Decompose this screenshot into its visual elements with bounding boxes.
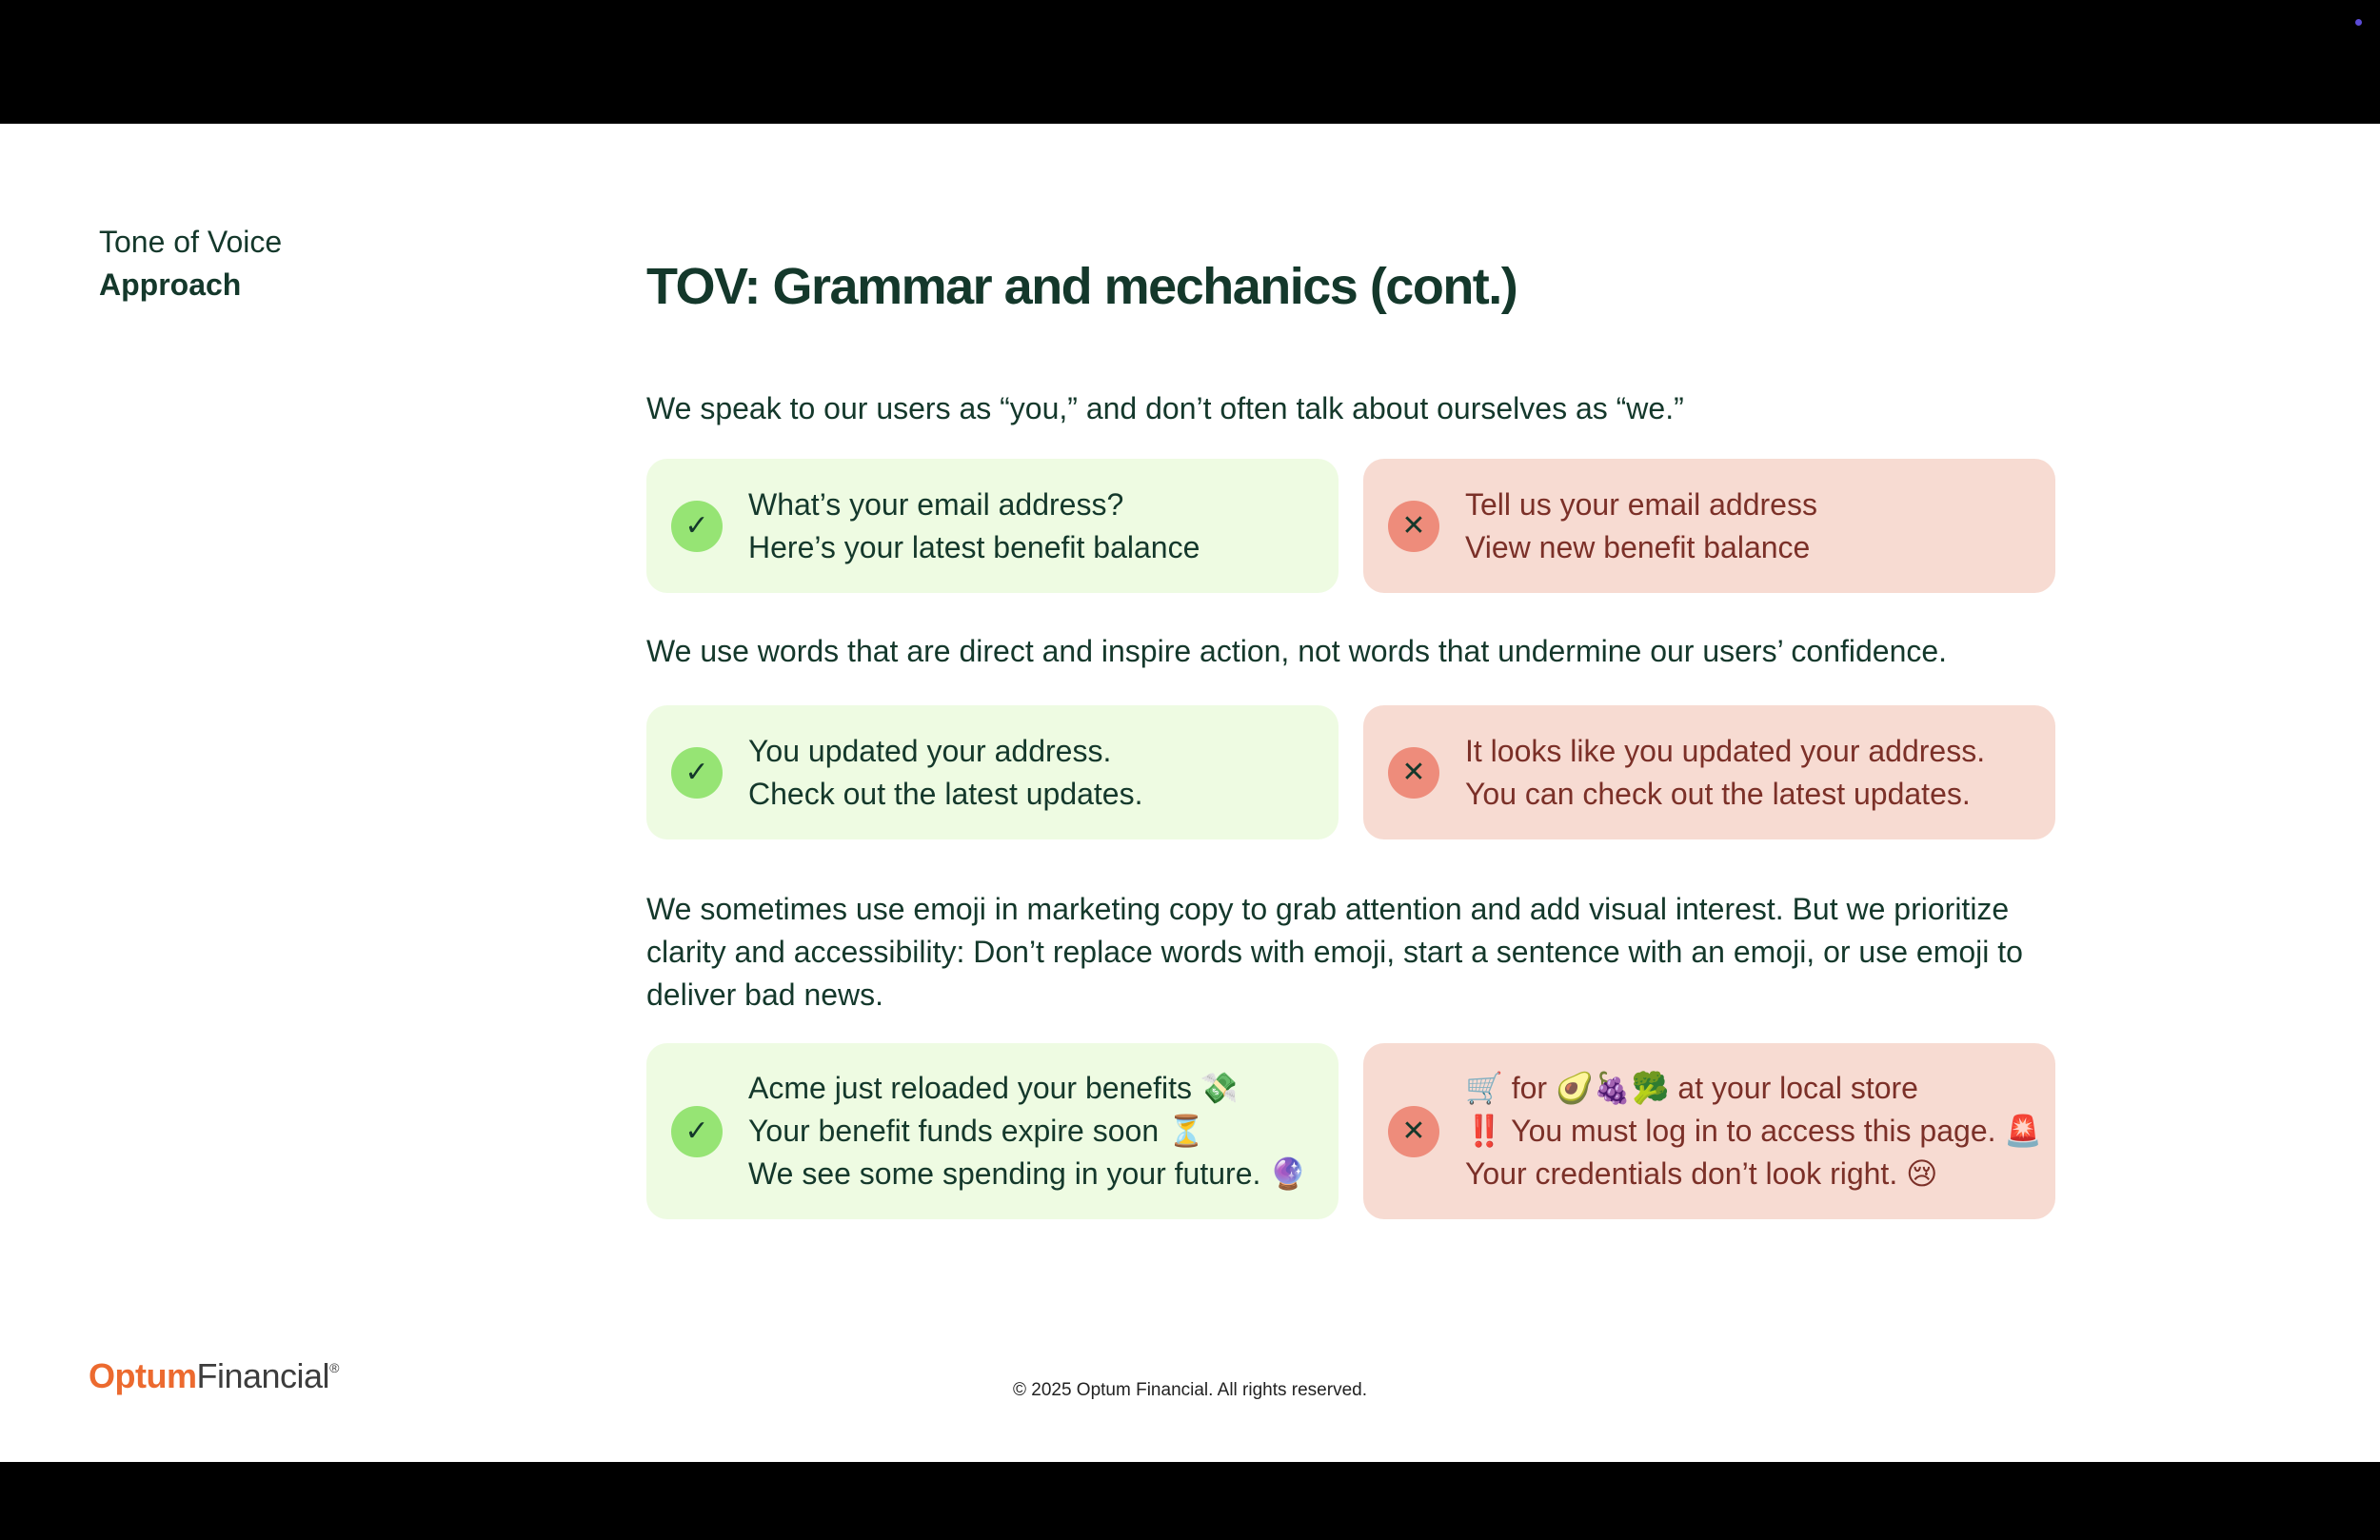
do-example-card xyxy=(646,705,1339,839)
dont-example-text xyxy=(1465,730,1985,816)
dont-example-text xyxy=(1465,1067,2042,1195)
page-title: TOV: Grammar and mechanics (cont.) xyxy=(646,258,1517,315)
example-line: Tell us your email address xyxy=(1465,486,1817,522)
bottom-letterbox xyxy=(0,1462,2380,1540)
x-icon: ✕ xyxy=(1388,1106,1439,1157)
example-line: Acme just reloaded your benefits 💸 xyxy=(748,1071,1239,1105)
example-line: What’s your email address? xyxy=(748,486,1124,522)
check-icon: ✓ xyxy=(671,747,723,799)
example-line: We see some spending in your future. 🔮 xyxy=(748,1156,1308,1191)
dont-example-text xyxy=(1465,484,1817,569)
do-example-card xyxy=(646,1043,1339,1219)
example-line: Check out the latest updates. xyxy=(748,776,1143,811)
check-icon: ✓ xyxy=(671,1106,723,1157)
section-label xyxy=(99,221,282,306)
do-example-card xyxy=(646,459,1339,593)
example-line: Your credentials don’t look right. 😢 xyxy=(1465,1156,1938,1191)
slide xyxy=(0,124,2380,1462)
example-line: ‼️ You must log in to access this page. 🚨 xyxy=(1465,1114,2043,1148)
top-letterbox xyxy=(0,0,2380,124)
example-line: It looks like you updated your address. xyxy=(1465,733,1986,768)
example-line: Here’s your latest benefit balance xyxy=(748,529,1200,564)
dont-example-card xyxy=(1363,459,2055,593)
dont-example-card xyxy=(1363,1043,2055,1219)
rule-intro-direct-words: We use words that are direct and inspire action, not words that undermine our users’ confidence. xyxy=(646,634,1948,668)
do-example-text xyxy=(748,484,1200,569)
do-example-text xyxy=(748,1067,1307,1195)
example-line: You updated your address. xyxy=(748,733,1112,768)
rule-intro-pronouns: We speak to our users as “you,” and don’t often talk about ourselves as “we.” xyxy=(646,391,1684,425)
example-line: You can check out the latest updates. xyxy=(1465,776,1971,811)
section-subtitle: Approach xyxy=(99,267,242,302)
example-line: Your benefit funds expire soon ⏳ xyxy=(748,1114,1205,1148)
do-example-text xyxy=(748,730,1142,816)
logo-brand: Optum xyxy=(89,1356,197,1395)
example-line: View new benefit balance xyxy=(1465,529,1811,564)
dont-example-card xyxy=(1363,705,2055,839)
example-line: 🛒 for 🥑🍇🥦 at your local store xyxy=(1465,1071,1918,1105)
registered-mark: ® xyxy=(329,1360,340,1375)
rule-intro-emoji: We sometimes use emoji in marketing copy to grab attention and add visual interest. But we prioritize clarity and accessibility: Don’t replace words with emoji, start a sentence with an emoji, or use emoji to deliver bad news. xyxy=(646,892,2023,1012)
indicator-dot-icon xyxy=(2355,19,2362,26)
x-icon: ✕ xyxy=(1388,747,1439,799)
logo-suffix: Financial xyxy=(196,1356,330,1395)
section-title: Tone of Voice xyxy=(99,225,283,259)
check-icon: ✓ xyxy=(671,501,723,552)
x-icon: ✕ xyxy=(1388,501,1439,552)
copyright-footer: © 2025 Optum Financial. All rights reserved. xyxy=(1012,1380,1367,1400)
